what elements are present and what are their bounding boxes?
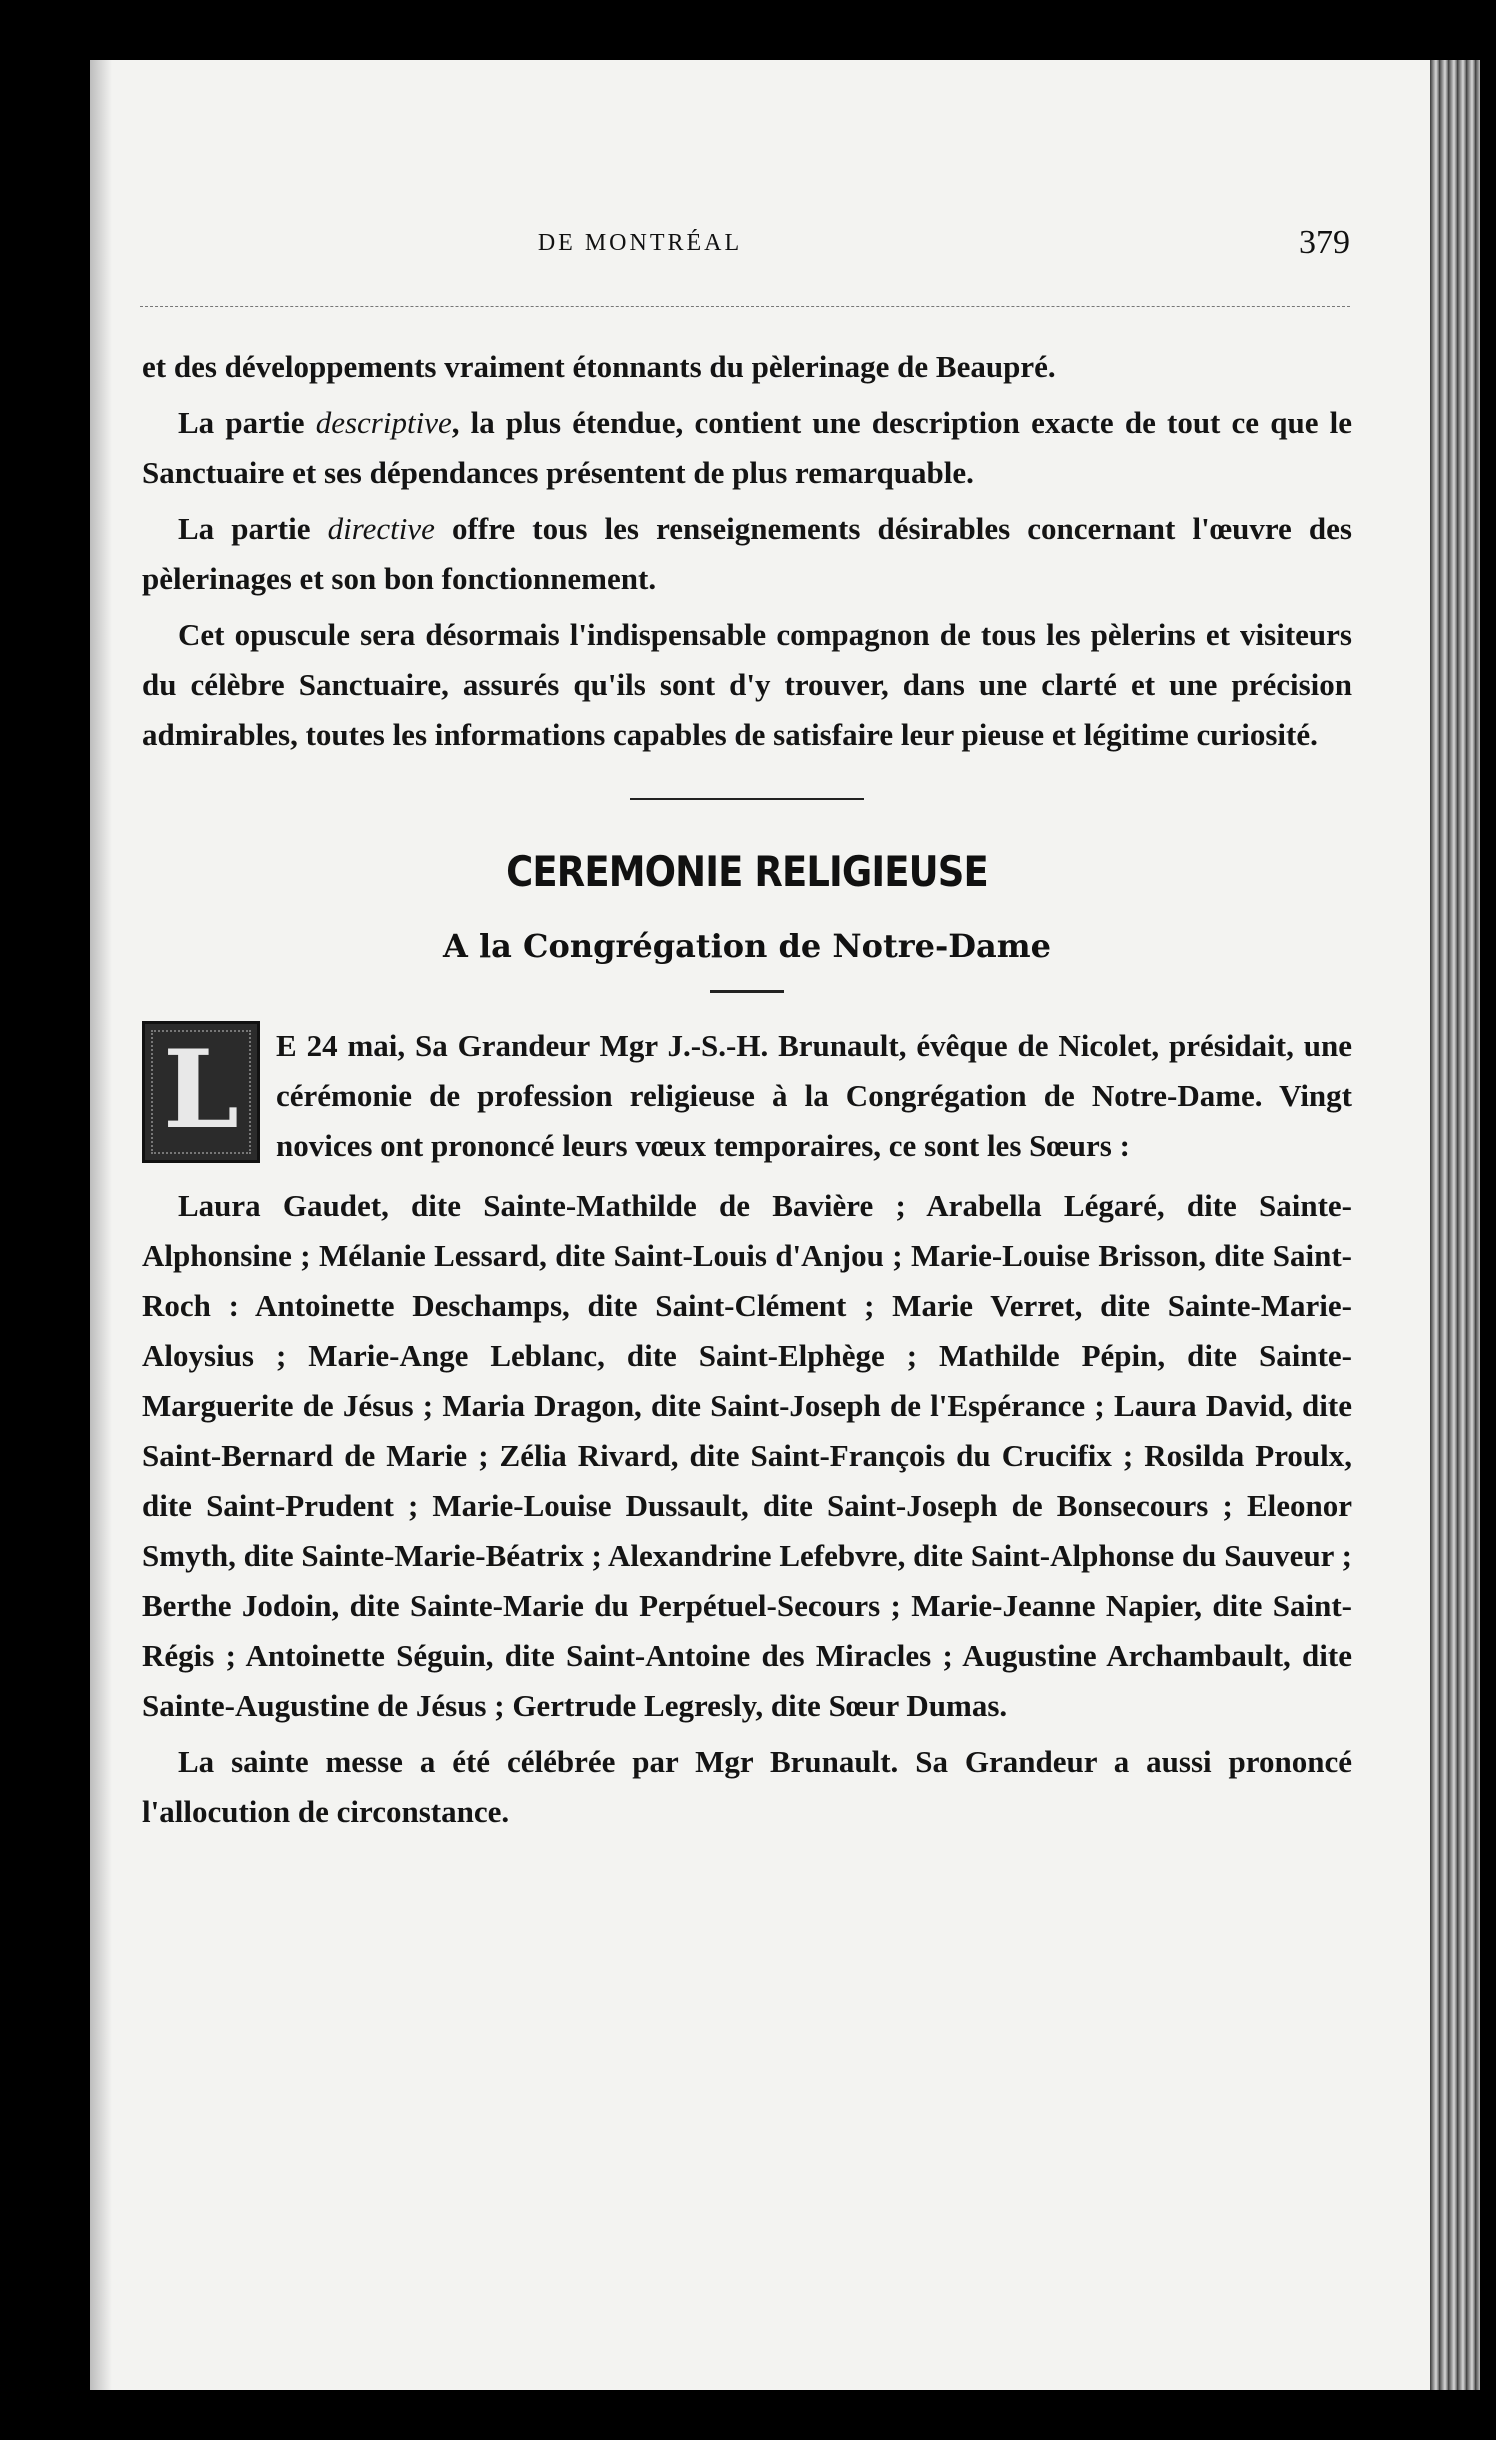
section-paragraph-3: La sainte messe a été célébrée par Mgr Brunault. Sa Grandeur a aussi prononcé l'allocution de circonstance. <box>142 1744 1352 1829</box>
ornamental-dropcap: L <box>142 1021 260 1163</box>
header-rule <box>140 306 1350 307</box>
intro-paragraph-3 <box>142 504 1352 604</box>
page-number: 379 <box>1299 224 1350 261</box>
section-subtitle: A la Congrégation de Notre-Dame <box>443 927 1051 965</box>
intro-paragraph-4: Cet opuscule sera désormais l'indispensable compagnon de tous les pèlerins et visiteurs du célèbre Sanctuaire, assurés qu'ils sont d'y trouver, dans une clarté et une précision admirables, toutes les informations capables de satisfaire leur pieuse et légitime curiosité. <box>142 617 1352 752</box>
running-head <box>140 224 1350 280</box>
section-divider <box>630 798 864 800</box>
section-paragraph-1-text: E 24 mai, Sa Grandeur Mgr J.-S.-H. Brunault, évêque de Nicolet, présidait, une cérémonie de profession religieuse à la Congrégation de Notre-Dame. Vingt novices ont prononcé leurs vœux temporaires, ce sont les Sœurs : <box>276 1028 1352 1163</box>
book-page-edges <box>1430 60 1480 2390</box>
intro-paragraph-2 <box>142 398 1352 498</box>
gutter-shadow <box>90 60 112 2390</box>
text-run: , la plus étendue, contient une description exacte de tout ce que le Sanctuaire et ses dépendances présentent de plus remarquable. <box>142 405 1353 490</box>
running-title: DE MONTRÉAL <box>537 230 743 256</box>
italic-term: descriptive <box>315 405 452 440</box>
book-page <box>90 60 1430 2390</box>
subtitle-divider <box>710 990 784 993</box>
text-run: offre tous les renseignements désirables concernant l'œuvre des pèlerinages et son bon fonctionnement. <box>142 511 1352 596</box>
section-title: CEREMONIE RELIGIEUSE <box>506 847 988 896</box>
intro-paragraph-1: et des développements vraiment étonnants du pèlerinage de Beaupré. <box>142 349 1056 384</box>
italic-term: directive <box>327 511 435 546</box>
text-run: La partie <box>178 511 328 546</box>
text-run: La partie <box>178 405 316 440</box>
section-paragraph-1 <box>142 1021 1352 1171</box>
section-paragraph-2: Laura Gaudet, dite Sainte-Mathilde de Bavière ; Arabella Légaré, dite Sainte- Alphonsine ; Mélanie Lessard, dite Saint-Louis d'Anjou ; Marie-Louise Brisson, dite Saint-Roch : Antoinette Deschamps, dite Saint-Clément ; Marie Verret, dite Sainte-Marie-Aloysius ; Marie-Ange Leblanc, dite Saint-Elphège ; Mathilde Pépin, dite Sainte-Marguerite de Jésus ; Maria Dragon, dite Saint-Joseph de l'Espérance ; Laura David, dite Saint-Bernard de Marie ; Zélia Rivard, dite Saint-François du Crucifix ; Rosilda Proulx, dite Saint-Prudent ; Marie-Louise Dussault, dite Saint-Joseph de Bonsecours ; Eleonor Smyth, dite Sainte-Marie-Béatrix ; Alexandrine Lefebvre, dite Saint-Alphonse du Sauveur ; Berthe Jodoin, dite Sainte-Marie du Perpétuel-Secours ; Marie-Jeanne Napier, dite Saint-Régis ; Antoinette Séguin, dite Saint-Antoine des Miracles ; Augustine Archambault, dite Sainte-Augustine de Jésus ; Gertrude Legresly, dite Sœur Dumas. <box>142 1188 1352 1723</box>
page-body <box>142 342 1352 1843</box>
